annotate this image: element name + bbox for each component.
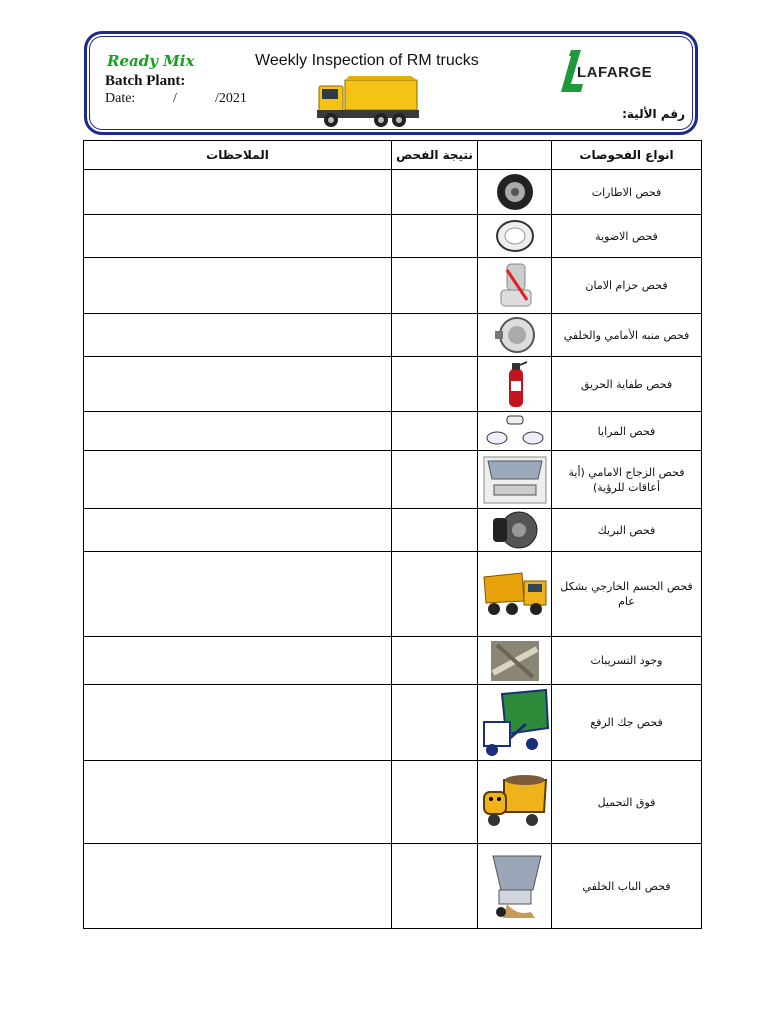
notes-header: الملاحظات xyxy=(84,141,392,170)
date-separator: / xyxy=(173,91,177,106)
truck-body-icon xyxy=(480,569,550,619)
tailgate-icon xyxy=(483,852,547,920)
lafarge-logo-text: LAFARGE xyxy=(577,64,653,81)
table-row xyxy=(84,761,702,844)
notes-cell[interactable] xyxy=(84,215,392,258)
inspection-type-label: فحص الاضوية xyxy=(552,215,702,258)
image-cell xyxy=(478,215,552,258)
date-label: Date: xyxy=(105,91,136,106)
batch-plant-label: Batch Plant: xyxy=(105,73,186,89)
image-cell xyxy=(478,637,552,685)
image-header xyxy=(478,141,552,170)
result-cell[interactable] xyxy=(392,685,478,761)
brand-name: Ready Mix xyxy=(107,52,195,70)
table-row xyxy=(84,412,702,451)
result-cell[interactable] xyxy=(392,412,478,451)
notes-cell[interactable] xyxy=(84,685,392,761)
inspection-type-label: فحص حزام الامان xyxy=(552,258,702,314)
image-cell xyxy=(478,314,552,357)
inspection-type-label: فحص الجسم الخارجي بشكل عام xyxy=(552,552,702,637)
windshield-icon xyxy=(480,453,550,507)
result-cell[interactable] xyxy=(392,844,478,929)
result-cell[interactable] xyxy=(392,215,478,258)
table-row xyxy=(84,451,702,509)
notes-cell[interactable] xyxy=(84,258,392,314)
image-cell xyxy=(478,451,552,509)
table-row xyxy=(84,552,702,637)
table-row xyxy=(84,170,702,215)
document-title: Weekly Inspection of RM trucks xyxy=(255,52,479,69)
result-cell[interactable] xyxy=(392,314,478,357)
inspection-type-label: فوق التحميل xyxy=(552,761,702,844)
inspection-type-label: فحص منبه الأمامي والخلفي xyxy=(552,314,702,357)
tire-icon xyxy=(493,172,537,212)
dump-truck-icon xyxy=(315,74,421,132)
notes-cell[interactable] xyxy=(84,314,392,357)
type-header: انواع الفحوصات xyxy=(552,141,702,170)
table-row xyxy=(84,637,702,685)
overload-truck-icon xyxy=(480,774,550,830)
notes-cell[interactable] xyxy=(84,412,392,451)
notes-cell[interactable] xyxy=(84,637,392,685)
brake-icon xyxy=(489,510,541,550)
notes-cell[interactable] xyxy=(84,170,392,215)
header-box xyxy=(84,31,698,135)
image-cell xyxy=(478,844,552,929)
inspection-type-label: فحص البريك xyxy=(552,509,702,552)
result-cell[interactable] xyxy=(392,552,478,637)
table-row xyxy=(84,314,702,357)
inspection-table xyxy=(83,140,702,929)
inspection-type-label: فحص جك الرفع xyxy=(552,685,702,761)
image-cell xyxy=(478,761,552,844)
fire-extinguisher-icon xyxy=(500,359,530,409)
seatbelt-icon xyxy=(493,260,537,312)
inspection-type-label: فحص الاطارات xyxy=(552,170,702,215)
leak-icon xyxy=(489,639,541,683)
table-header-row xyxy=(84,141,702,170)
inspection-type-label: فحص الباب الخلفي xyxy=(552,844,702,929)
result-cell[interactable] xyxy=(392,357,478,412)
result-cell[interactable] xyxy=(392,258,478,314)
image-cell xyxy=(478,357,552,412)
inspection-type-label: فحص الزجاج الامامي (أية أعاقات للرؤية) xyxy=(552,451,702,509)
inspection-type-label: فحص المرايا xyxy=(552,412,702,451)
image-cell xyxy=(478,509,552,552)
result-cell[interactable] xyxy=(392,451,478,509)
mirror-icon xyxy=(485,414,545,448)
result-cell[interactable] xyxy=(392,637,478,685)
image-cell xyxy=(478,170,552,215)
date-year: /2021 xyxy=(215,91,247,106)
table-row xyxy=(84,215,702,258)
table-row xyxy=(84,258,702,314)
table-row xyxy=(84,844,702,929)
notes-cell[interactable] xyxy=(84,844,392,929)
notes-cell[interactable] xyxy=(84,509,392,552)
image-cell xyxy=(478,685,552,761)
result-cell[interactable] xyxy=(392,509,478,552)
result-header: نتيجة الفحص xyxy=(392,141,478,170)
table-row xyxy=(84,685,702,761)
image-cell xyxy=(478,412,552,451)
table-row xyxy=(84,509,702,552)
horn-icon xyxy=(493,315,537,355)
result-cell[interactable] xyxy=(392,761,478,844)
notes-cell[interactable] xyxy=(84,761,392,844)
lift-jack-icon xyxy=(480,688,550,758)
notes-cell[interactable] xyxy=(84,552,392,637)
inspection-type-label: وجود التسريبات xyxy=(552,637,702,685)
headlight-icon xyxy=(493,218,537,254)
image-cell xyxy=(478,258,552,314)
inspection-type-label: فحص طفاية الحريق xyxy=(552,357,702,412)
notes-cell[interactable] xyxy=(84,451,392,509)
machine-number-label: رقم الألية: xyxy=(622,107,685,121)
table-row xyxy=(84,357,702,412)
image-cell xyxy=(478,552,552,637)
notes-cell[interactable] xyxy=(84,357,392,412)
result-cell[interactable] xyxy=(392,170,478,215)
